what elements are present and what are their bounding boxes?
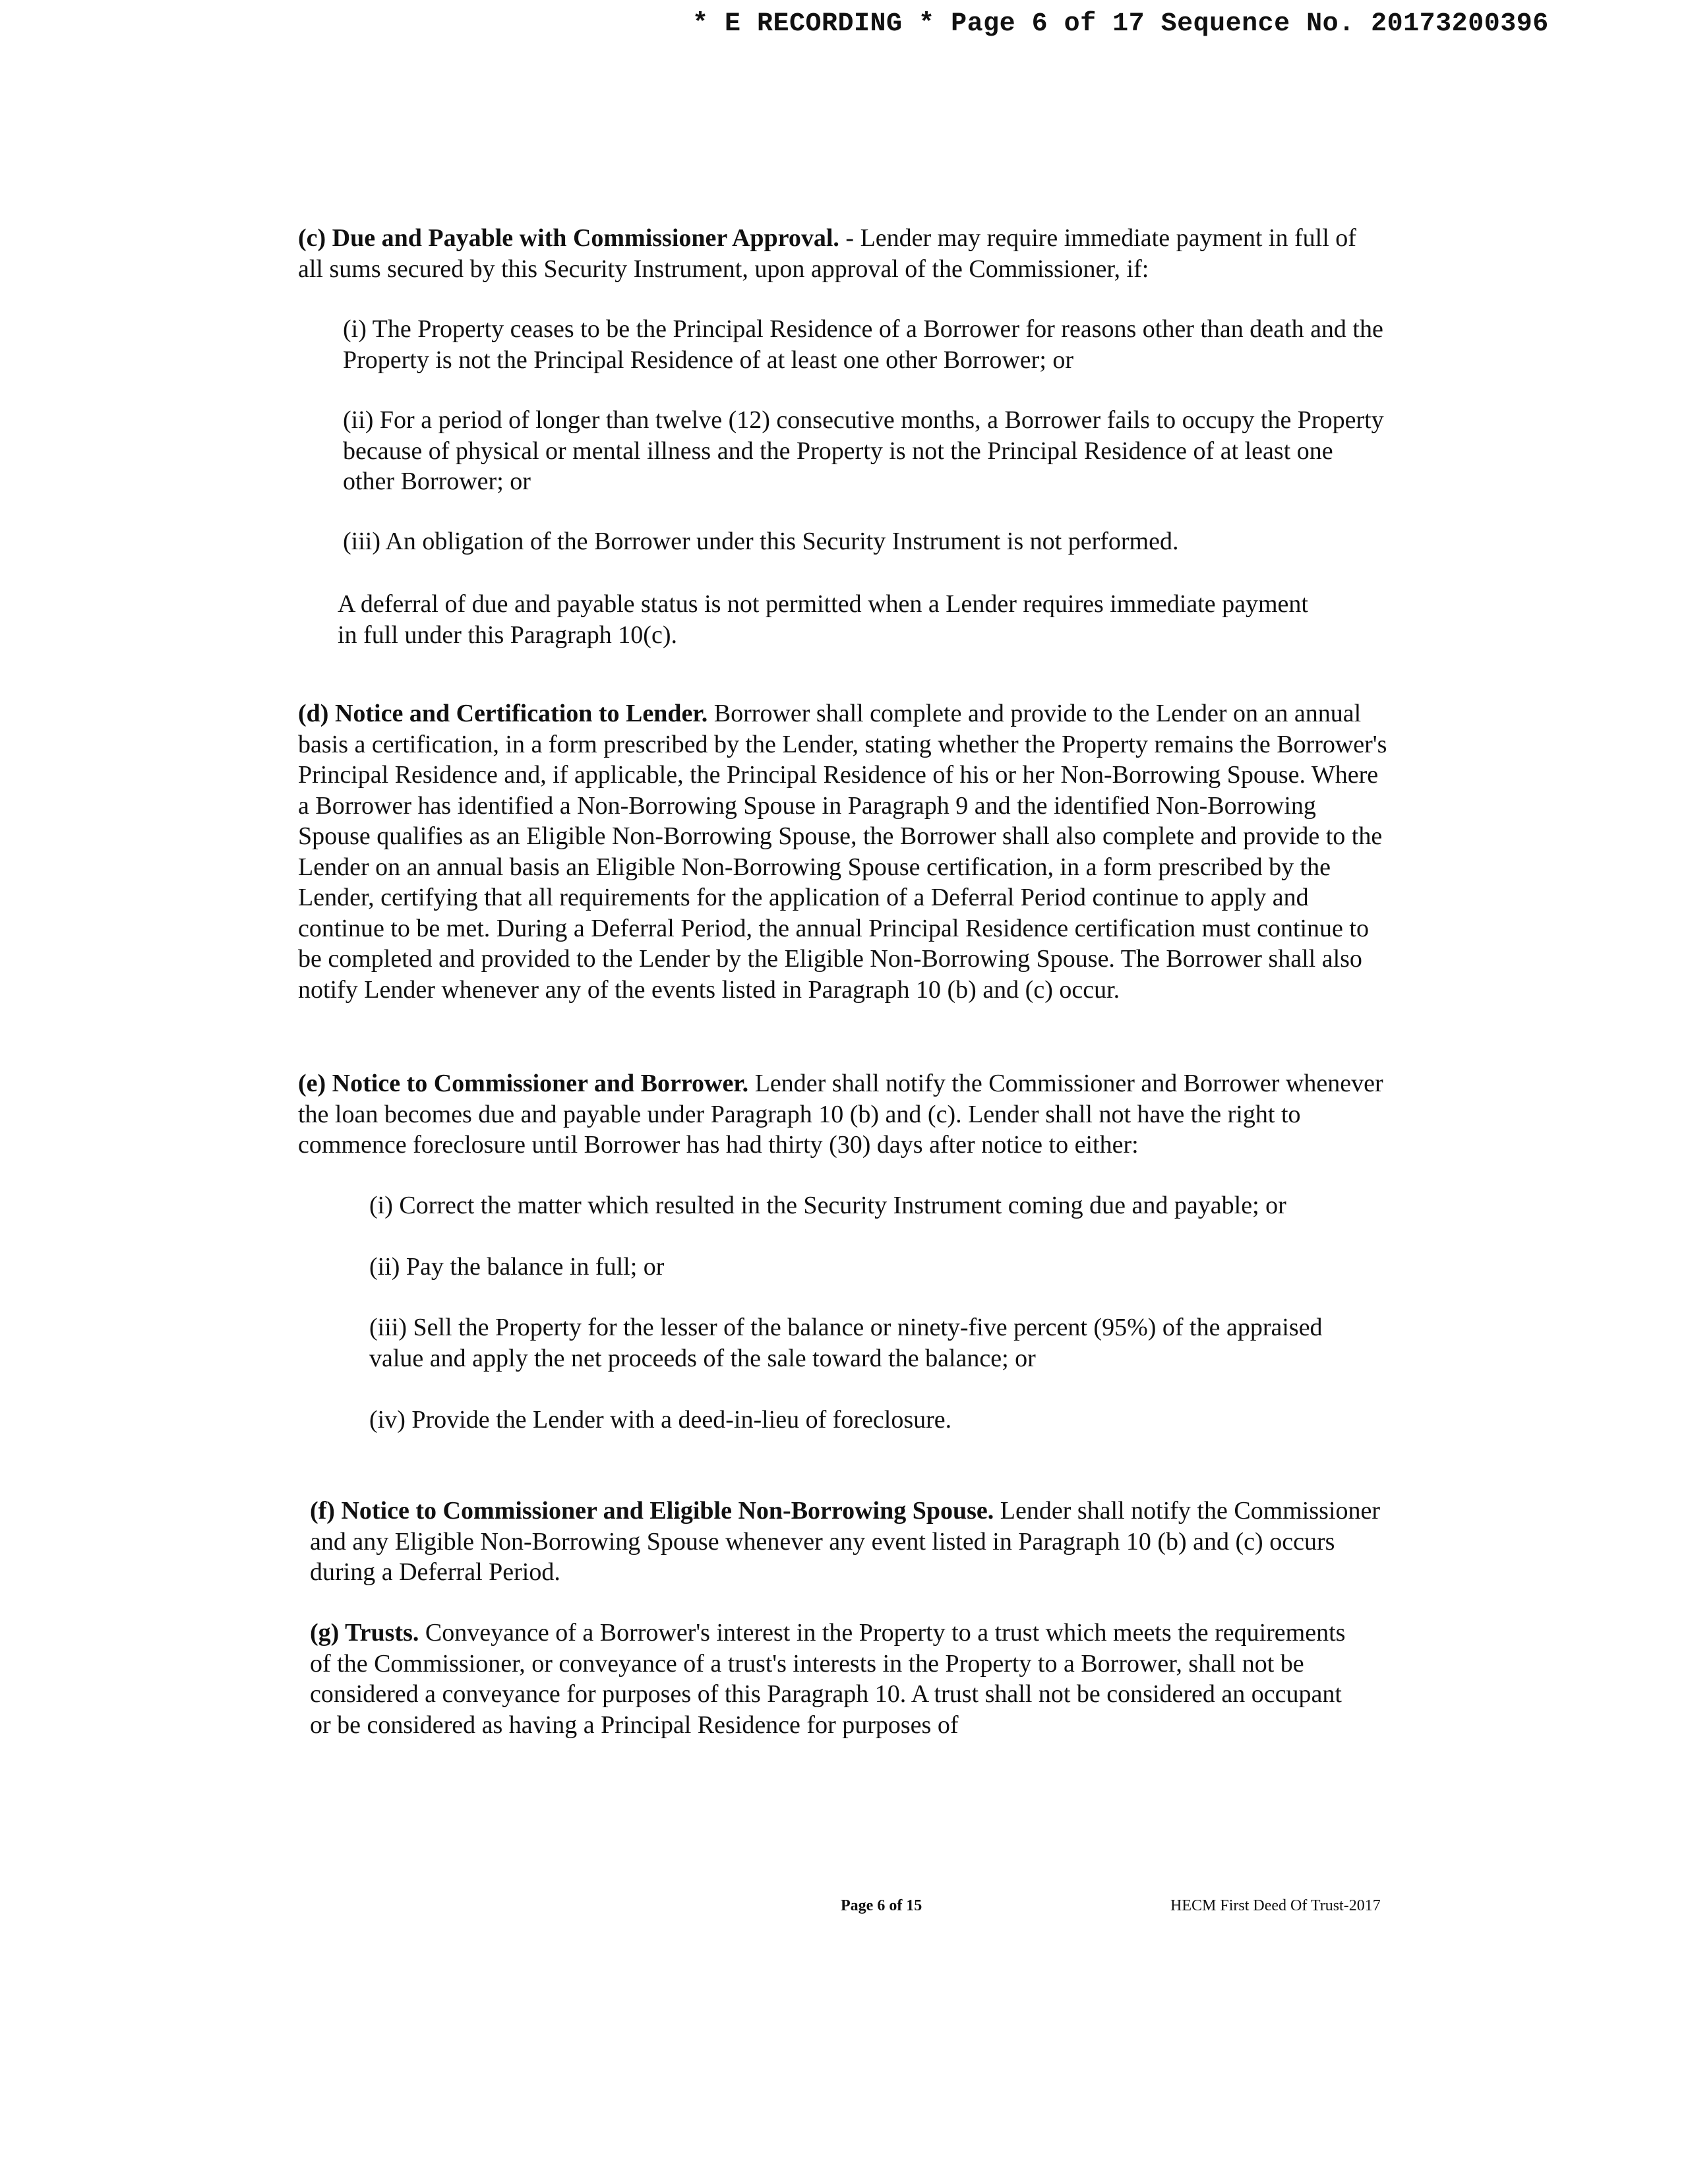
section-c-heading: (c) Due and Payable with Commissioner Approval. [298,224,839,252]
section-e-heading: (e) Notice to Commissioner and Borrower. [298,1070,749,1097]
section-e-item-1: (i) Correct the matter which resulted in the Security Instrument coming due and payable; or [369,1192,1286,1219]
section-e-item-2: (ii) Pay the balance in full; or [369,1253,665,1281]
footer-page-number: Page 6 of 15 [841,1897,922,1914]
section-e-item-3: (iii) Sell the Property for the lesser of the balance or ninety-five percent (95%) of the appraised value and apply the net proceeds of the sale toward the balance; or [369,1314,1323,1372]
section-e-paragraph [298,1068,1393,1161]
section-c-item-1: (i) The Property ceases to be the Principal Residence of a Borrower for reasons other than death and the Property is not the Principal Residence of at least one other Borrower; or [343,315,1383,374]
section-c-item-2: (ii) For a period of longer than twelve (12) consecutive months, a Borrower fails to occupy the Property because of physical or mental illness and the Property is not the Principal Residence of at least one other Borrower; or [343,406,1384,495]
section-c-text: - Lender may require immediate payment in full of all sums secured by this Security Instrument, upon approval of the Commissioner, if: [298,224,1356,283]
section-c-deferral-note: A deferral of due and payable status is not permitted when a Lender requires immediate payment in full under this Paragraph 10(c). [338,590,1308,649]
footer-form-name: HECM First Deed Of Trust-2017 [1170,1897,1381,1914]
section-d-text: Borrower shall complete and provide to the Lender on an annual basis a certification, in a form prescribed by the Lender, stating whether the Property remains the Borrower's Principal Residence and, if applicable, the Principal Residence of his or her Non-Borrowing Spouse. Where a Borrower has identified a Non-Borrowing Spouse in Paragraph 9 and the identified Non-Borrowing Spouse qualifies as an Eligible Non-Borrowing Spouse, the Borrower shall also complete and provide to the Lender on an annual basis an Eligible Non-Borrowing Spouse certification, in a form prescribed by the Lender, certifying that all requirements for the application of a Deferral Period continue to apply and continue to be met. During a Deferral Period, the annual Principal Residence certification must continue to be completed and provided to the Lender by the Eligible Non-Borrowing Spouse. The Borrower shall also notify Lender whenever any of the events listed in Paragraph 10 (b) and (c) occur. [298,700,1387,1004]
section-f-text: Lender shall notify the Commissioner and any Eligible Non-Borrowing Spouse whenever any event listed in Paragraph 10 (b) and (c) occurs during a Deferral Period. [310,1497,1381,1586]
section-c-paragraph [298,223,1386,284]
section-e-item-4: (iv) Provide the Lender with a deed-in-lieu of foreclosure. [369,1406,952,1434]
recording-header: * E RECORDING * Page 6 of 17 Sequence No. 20173200396 [692,9,1549,39]
section-f-heading: (f) Notice to Commissioner and Eligible Non-Borrowing Spouse. [310,1497,994,1525]
section-d-paragraph [298,698,1393,1005]
section-g-text: Conveyance of a Borrower's interest in the Property to a trust which meets the requirements of the Commissioner, or conveyance of a trust's interests in the Property to a Borrower, shall not be considered a conveyance for purposes of this Paragraph 10. A trust shall not be considered an occupant or be considered as having a Principal Residence for purposes of [310,1619,1346,1739]
section-c-item-3: (iii) An obligation of the Borrower under this Security Instrument is not performed. [343,528,1179,555]
section-d-heading: (d) Notice and Certification to Lender. [298,700,708,727]
section-g-paragraph [310,1618,1365,1740]
section-e-text: Lender shall notify the Commissioner and Borrower whenever the loan becomes due and payable under Paragraph 10 (b) and (c). Lender shall not have the right to commence foreclosure until Borrower has had thirty (30) days after notice to either: [298,1070,1383,1159]
section-f-paragraph [310,1496,1391,1588]
section-g-heading: (g) Trusts. [310,1619,419,1647]
